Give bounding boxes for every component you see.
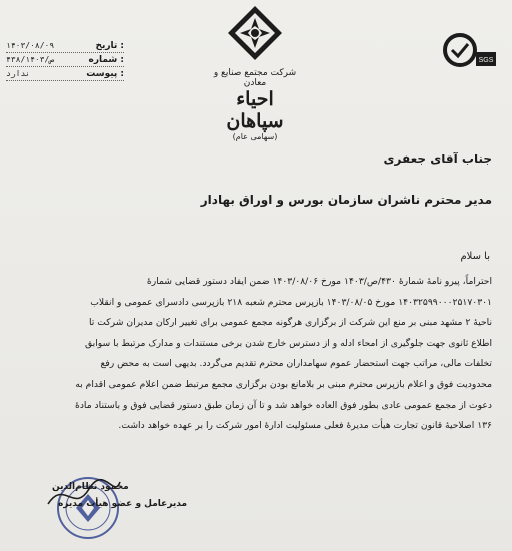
signatory-name: محمود نظام‌الدین [52,482,129,492]
company-name: احیاء سپاهان [226,88,284,132]
number-row [6,54,124,67]
signatory-title: مدیرعامل و عضو هیأت مدیره [58,499,188,509]
attachment-label: پیوست : [86,69,124,79]
letter-meta [6,40,124,82]
number-label: شماره : [88,55,124,65]
addressee-title: مدیر محترم ناشران سازمان بورس و اوراق بهادار [200,193,492,207]
cert-label: SGS [478,57,494,64]
company-logo-icon [226,4,284,62]
body-line: ناحیهٔ ۲ مشهد مبنی بر منع این شرکت از برگزاری هرگونه مجمع عمومی برای تغییر ارکان مدیران شرکت تا [88,317,492,329]
letter-body [20,272,492,437]
company-type: (سهامی عام) [232,132,278,141]
company-header [205,4,305,141]
number-value: ۴۳۸/ص/۱۴۰۳ [6,55,55,64]
date-row [6,40,124,53]
body-line: دعوت از مجمع عمومی عادی بطور فوق العاده خواهد شد و تا آن زمان طبق دستور قضایی فوق و باستناد مادهٔ [75,399,492,411]
greeting: با سلام [460,251,490,262]
body-line: محدودیت فوق و اعلام بازپرس محترم مبنی بر بلامانع بودن برگزاری مجمع مرتبط ضمن اعلام عمومی اقدام به [75,378,492,390]
body-line: تخلفات مالی، مراتب جهت استحضار عموم سهامداران محترم تقدیم می‌گردد. بدیهی است به محض رفع [100,358,492,370]
attachment-value: ندارد [6,69,31,78]
date-value: ۱۴۰۳/۰۸/۰۹ [6,41,55,50]
body-line: احتراماً، پیرو نامهٔ شمارهٔ ۴۳۰/ص/۱۴۰۳ مورخ ۱۴۰۳/۰۸/۰۶ ضمن ایفاد دستور قضایی شمارهٔ [146,276,492,287]
body-line: ۱۳۶ اصلاحیهٔ قانون تجارت هیأت مدیرهٔ فعلی مسئولیت ادارهٔ امور شرکت را بر عهده خواهد داشت. [118,420,492,432]
company-line: شرکت مجتمع صنایع و معادن [213,68,297,88]
attachment-row [6,68,124,81]
addressee-name: جناب آقای جعفری [383,152,492,166]
date-label: تاریخ : [95,41,124,51]
body-line: ۱۴۰۳۲۵۹۹۰۰۰۲۵۱۷۰۳۰۱ مورخ ۱۴۰۳/۰۸/۰۵ بازپرس محترم شعبه ۲۱۸ بازپرسی دادسرای عمومی و انقلاب [90,296,492,308]
certification-badge-icon [440,30,498,70]
body-line: اطلاع ثانوی جهت جلوگیری از امحاء ادله و از دسترس خارج شدن برخی مستندات و مدارک مرتبط با سوابق [85,337,492,349]
